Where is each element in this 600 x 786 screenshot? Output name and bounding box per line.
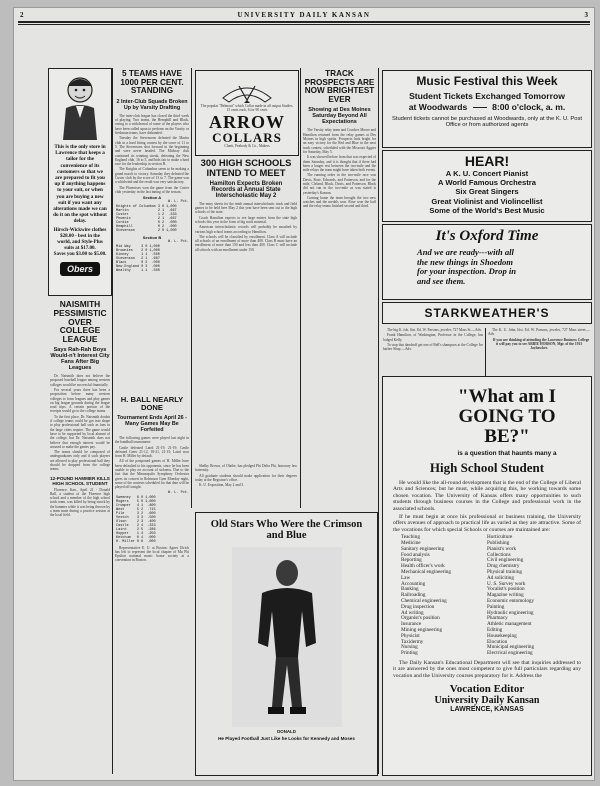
standing-value: 1 — [162, 217, 165, 222]
standing-value: .000 — [168, 221, 177, 226]
standing-value: .000 — [168, 225, 177, 230]
standing-value: 2 — [145, 261, 148, 266]
standing-value: 0 — [141, 265, 144, 270]
standing-value: 4 — [141, 531, 144, 536]
standing-value: 2 — [141, 507, 144, 512]
team-name: Custer — [116, 213, 129, 218]
team-name: Olson — [116, 519, 127, 524]
vocation-item: Sanitary engineering — [401, 545, 445, 552]
team-name: Mid Way — [116, 245, 131, 250]
standing-value: 3 — [141, 245, 144, 250]
team-name: Laird — [116, 527, 127, 532]
vocation-title: "What am I GOING TO BE?" — [457, 386, 557, 447]
music-title: Music Festival this Week — [416, 74, 558, 88]
vocation-item: Physical training — [487, 569, 523, 576]
team-name: H. Miller — [116, 539, 135, 544]
vocation-item: Housekeeping — [487, 632, 517, 639]
standing-value: 5 — [136, 499, 140, 504]
hear-title: HEAR! — [464, 153, 510, 169]
standing-value: 0 — [141, 499, 144, 504]
standing-value: .715 — [147, 507, 156, 512]
brief-paragraph: K. U. Exposition, May 2 and 3. — [199, 483, 245, 488]
track-article — [303, 70, 376, 508]
standings-header: W. L. Pct. — [167, 490, 189, 495]
obers-logo: Obers — [60, 262, 100, 276]
standing-value: 5 — [136, 507, 140, 512]
standing-value: 5 — [141, 527, 144, 532]
vocation-item: Food analysis — [401, 551, 430, 558]
standing-value: 1 — [145, 253, 148, 258]
vocation-item: Accounting — [401, 580, 426, 587]
hear-item: Great Violinist and Violincellist — [431, 196, 543, 206]
standing-value: .667 — [168, 209, 177, 214]
vocation-item: Drug inspection — [401, 603, 435, 610]
teams-paragraph: The Knights of Columbus seem to be making a grand march to victory. Saturday they defeated the Custer club by the score of 13 to 7. The game was a whirlwind and the result was very satisfactory. — [115, 167, 189, 185]
naismith-subhead: Says Rah-Rah Boys Would-n't Interest City Fans After Big Leagues — [50, 347, 110, 372]
vocation-item: Railroading — [401, 592, 426, 599]
vocation-item: Law — [401, 574, 411, 581]
vocation-item: Taxidermy — [401, 638, 424, 645]
team-name: Brownies — [116, 249, 133, 254]
hear-ad — [382, 150, 592, 222]
hear-item: Six Great Singers — [455, 187, 519, 197]
teams-paragraph: The inter-club league has closed the third week of playing. Two teams, the Hemphill and Black, owing to a withdrawal of some of the players who have been called upon to perform on the Varsity or freshman teams, have disbanded. — [115, 113, 189, 136]
vocation-item: Organist's position — [401, 615, 440, 622]
vocation-ad — [382, 376, 592, 776]
vocation-item: Physicist — [401, 632, 420, 639]
standing-value: .667 — [168, 217, 177, 222]
vocation-item: Health officer's work — [401, 563, 445, 570]
handball-paragraph: Castle defeated Laird 21-19, 21-19; Castle defeated Greer 21-12, 18-21, 21-15; Laird won from H. Miller by default. — [115, 445, 189, 459]
music-line1: Student Tickets Exchanged Tomorrow — [409, 91, 565, 101]
standing-value: 3 — [145, 265, 148, 270]
standings-row — [115, 229, 178, 233]
handball-standings — [115, 496, 157, 544]
starkweather-banner — [382, 302, 592, 324]
track-paragraph: The running order in the two-mile race was Davis, Rose, Edwards, and Patterson, and for the mile, Cleland, Black, Davis, and Patterson. Black did not run in the two-mile as was stated is yesterday's Kansan. — [303, 173, 376, 195]
standing-value: 0 — [162, 229, 165, 234]
vocation-item: Pharmacy — [487, 615, 508, 622]
standing-value: 2 — [136, 527, 140, 532]
naismith-paragraph: For several years there has been a proposition before many western colleges to form leagues and play games on big league grounds during the league road trips. A certain portion of the receipts would go to the college teams. — [50, 387, 110, 414]
team-name: Pile — [116, 511, 125, 516]
section-a-standings — [115, 205, 178, 233]
standing-value: 3 — [136, 515, 140, 520]
standing-value: 2 — [141, 511, 144, 516]
masthead: UNIVERSITY DAILY KANSAN — [237, 11, 371, 19]
column-rule — [378, 68, 379, 774]
classified-ad: The big K. fob, lôst. Ed. W. Parsons, jeweler, 727 Mass St.—Adv. — [387, 328, 482, 332]
page-number-right: 3 — [584, 11, 588, 19]
hammer-paragraph: Florence, Kan., April 21 - Donald Ball, a student of the Florence high school and a member of the high school track team, was killed by being struck by the hammer while it was being thrown by a team mate during a practice session at the local field. — [50, 487, 110, 518]
teams-subhead: 2 Inter-Club Squads Broken Up by Varsity Drafting — [116, 98, 188, 111]
standing-value: 0 — [136, 539, 140, 544]
page-number-left: 2 — [20, 11, 24, 19]
vocation-line: is a question that haunts many a — [457, 450, 557, 457]
standing-value: 1 — [141, 269, 144, 274]
team-name: Stevenson — [116, 229, 135, 234]
music-time: 8:00 o'clock, a. m. — [492, 102, 566, 112]
standing-value: 0 — [145, 249, 148, 254]
vocation-item: Collections — [487, 551, 511, 558]
standings-header: W. L. Pct. — [167, 240, 189, 245]
clothing-ad-text: This is the only store in Lawrence that keeps a tailor for the convenience of its customers so that we are prepared to fit you up if anything happens to your suit, or when you are buying a new suit if you want any alterations made we can do it on the spot without delay. — [53, 144, 107, 225]
standing-value: .333 — [168, 213, 177, 218]
vocation-item: Painting — [487, 603, 505, 610]
vocation-item: Elocution — [487, 638, 508, 645]
brief-paragraph: All graduate students should make application for their degrees today at the Registrar's office. — [195, 473, 297, 482]
standings-row — [115, 269, 161, 273]
vocation-item: Banking — [401, 586, 419, 593]
standing-value: 1 — [136, 531, 140, 536]
high-schools-paragraph: The schools will be classified by enrollment. Class A will include all schools of an enrollment of more than 400. Class B must have an enrollment of more than 150 and less than 400. Class C will include all schools with an enrollment under 150. — [195, 234, 297, 252]
standing-value: 0 — [157, 225, 161, 230]
teams-article — [115, 70, 189, 392]
handball-article — [115, 396, 189, 774]
standing-value: 4 — [136, 503, 140, 508]
oxford-line3: for your inspection. Drop in — [417, 266, 517, 277]
arrow-maker: Cluett, Peabody & Co., Makers — [224, 143, 270, 148]
team-name: Hopper — [116, 531, 129, 536]
store-name: STARKWEATHER'S — [424, 306, 550, 320]
hear-item: A K. U. Concert Pianist — [445, 169, 529, 178]
photo-name: DONALD — [277, 729, 296, 735]
handball-paragraph: The following games were played last night in the handball tournament: — [115, 435, 189, 445]
team-name: Kinney — [116, 253, 129, 258]
hammer-headline: 12-POUND HAMMER KILLS HIGH SCHOOL STUDENT — [50, 475, 110, 486]
track-paragraph: Coming home the team brought the two new watches and the medals won. Rose won the half and the relay teams finished second and third. — [303, 195, 376, 209]
standing-value: 1 — [162, 209, 165, 214]
section-b-standings — [115, 245, 161, 273]
standing-value: .000 — [151, 265, 160, 270]
vocation-paragraph: If he must begin at once his professional or business training, the University offers avenues of approach to practical life as varied as they are attractive. Some of the vocations for which special Schools or courses are maintained are: — [393, 514, 581, 533]
standing-value: 1,000 — [149, 249, 160, 254]
standing-value: 0 — [157, 221, 161, 226]
standing-value: 2 — [136, 519, 140, 524]
standing-value: .333 — [147, 523, 156, 528]
vocation-item: Magazine writing — [487, 592, 524, 599]
standing-value: 4 — [141, 535, 144, 540]
society-briefs — [195, 464, 297, 510]
classified-ad: Frank Hamilton, of Washington, Professor in the College, has lodged Kelly. — [383, 333, 483, 342]
naismith-paragraph: To the first place, Dr. Naismith doubts if college teams could be got into shape to play professional ball such as fans in the large cities require. The game would have to be supported by local alumni of the college, but Dr. Naismith does not believe that enough interest would be aroused to make the games pay. — [50, 414, 110, 449]
hear-item: A World Famous Orchestra — [438, 178, 536, 188]
standing-value: 3 — [136, 511, 140, 516]
standing-value: 4 — [141, 523, 144, 528]
naismith-paragraph: Dr. Naismith does not believe the proposed baseball league among western colleges would be successful financially. — [50, 374, 110, 387]
standing-value: 1 — [141, 503, 144, 508]
standing-value: .000 — [147, 539, 156, 544]
standing-value: 3 — [141, 519, 144, 524]
music-festival-ad — [382, 70, 592, 148]
oxford-title: It's Oxford Time — [435, 228, 539, 244]
vocation-item: Nursing — [401, 644, 418, 651]
standing-value: 1,000 — [149, 245, 160, 250]
standing-value: 0 — [136, 535, 140, 540]
standings-row — [115, 540, 157, 544]
music-note: Student tickets cannot be purchased at Woodwards, only at the K. U. Post Office or from authorized agents — [391, 116, 582, 128]
standing-value: 0 — [145, 245, 148, 250]
standing-value: .667 — [151, 257, 160, 262]
standing-value: .500 — [151, 269, 160, 274]
vocation-item: Hydraulic engineering — [487, 609, 534, 616]
standing-value: 1 — [141, 253, 144, 258]
high-schools-paragraph: The entry sheets for the tenth annual interscholastic track and field games to be held here May 2 this year have been sent out to the high schools of the state. — [195, 201, 297, 215]
newspaper-page — [14, 8, 594, 780]
standing-value: 2 — [162, 221, 165, 226]
vocation-item: Reporting — [401, 557, 422, 564]
standing-value: 0 — [162, 205, 165, 210]
team-name: Castle — [116, 523, 129, 528]
standing-value: 2 — [162, 225, 165, 230]
hear-list — [383, 169, 591, 215]
standing-value: 2 — [162, 213, 165, 218]
standing-value: 6 — [136, 495, 140, 500]
vocation-item: Editing — [487, 627, 503, 633]
standing-value: .800 — [147, 503, 156, 508]
standing-value: 2 — [141, 249, 144, 254]
naismith-headline: NAISMITH PESSIMISTIC OVER COLLEGE LEAGUE — [53, 300, 107, 345]
vocation-school: High School Student — [429, 460, 545, 475]
team-name: Vestch — [116, 515, 129, 520]
vocation-item: Mining engineering — [401, 627, 443, 633]
standing-value: 1,000 — [166, 229, 177, 234]
standing-value: .000 — [147, 535, 156, 540]
hear-item: Some of the World's Best Music — [429, 205, 545, 215]
team-name: Stevenson — [116, 257, 135, 262]
photo-title: Old Stars Who Were the Crimson and Blue — [210, 519, 363, 542]
standing-value: 0 — [141, 495, 144, 500]
team-name: Cordie — [116, 221, 129, 226]
collar-illustration-icon — [217, 74, 277, 104]
vocation-item: Ad writing — [401, 609, 424, 616]
standing-value: .000 — [151, 261, 160, 266]
photo-caption: He Played Football Just Like he Looks for Kennedy and Moses — [218, 736, 355, 742]
vocation-item: Civil engineering — [487, 557, 524, 564]
high-schools-subhead: Hamilton Expects Broken Records at Annual State Interscholastic May 2 — [209, 180, 283, 199]
vocation-item: Municipal engineering — [487, 644, 535, 651]
standing-value: .600 — [147, 511, 156, 516]
vocation-item: Vocalist's position — [487, 586, 525, 593]
standing-value: 2 — [157, 217, 161, 222]
high-schools-paragraph: Coach Hamilton expects to see large entries from the state high schools this year in the form of big track material. — [195, 215, 297, 224]
standing-value: 3 — [141, 515, 144, 520]
lost-ads-right — [488, 328, 590, 382]
standing-value: 1 — [145, 257, 148, 262]
standing-value: .250 — [147, 531, 156, 536]
arrow-collars-ad — [195, 70, 299, 156]
team-name: Crumper — [116, 503, 131, 508]
standing-value: .500 — [151, 253, 160, 258]
team-name: Black — [116, 261, 127, 266]
vocation-item: Mechanical engineering — [401, 569, 451, 576]
oxford-line2: the new things in Shoedom — [417, 256, 513, 267]
classified-ad: The K. U. John, lôst. Ed. W. Parsons, jeweler, 727 Mass street.—Adv. — [488, 328, 590, 337]
clothing-ad — [48, 68, 112, 296]
lost-ads-left — [383, 328, 483, 382]
team-name: Phoenix — [116, 217, 131, 222]
clothing-ad-prices: Hirsch-Wickwire clothes $28.00 - best in the world, and Style-Plus suits at $17.00. — [53, 227, 107, 251]
standing-value: 3 — [157, 205, 161, 210]
team-name: Hemphill — [116, 225, 133, 230]
high-schools-article — [195, 158, 297, 508]
oxford-line4: and see them. — [417, 275, 466, 286]
standing-value: 2 — [141, 257, 144, 262]
vocation-list-left — [401, 535, 487, 657]
vocation-item: Economic entomology — [487, 598, 535, 605]
vocation-paragraph: The Daily Kansan's Educational Department will see that inquiries addressed to it are answered by the ones most competent to give full particulars regarding any vocation and the University courses preparatory for it. Address the — [393, 659, 581, 679]
naismith-article — [50, 300, 110, 774]
standing-value: 0 — [141, 261, 144, 266]
handball-headline: H. BALL NEARLY DONE — [120, 396, 184, 412]
oxford-line1: And we are ready---with all — [417, 247, 514, 257]
column-rule — [485, 328, 486, 380]
standing-value: .286 — [147, 527, 156, 532]
team-name: New England — [116, 265, 140, 270]
standing-value: 2 — [157, 229, 161, 234]
team-name: Wealthy — [116, 269, 131, 274]
team-name: Rogers — [116, 499, 129, 504]
vocation-paper: University Daily Kansan — [434, 695, 540, 707]
vocation-paragraph: He would like the all-round development that is the end of the College of Liberal Arts and Sciences; but he must, while acquiring this, be working towards some chosen vocation. The University of Kansas offers many opportunities to such students through business courses in the College and professional work in the associated schools. — [393, 480, 581, 512]
standing-value: 2 — [157, 209, 161, 214]
handball-paragraph: All of the postponed games of H. Miller have been defaulted to his opponents, since he has been unable to play on account of sickness. Due to the fact that the Minneapolis Symphony Orchestra gives its concert in Robinson Gym Monday night, some of the contests scheduled for that date will be played off tonight. — [115, 459, 189, 490]
oxford-ad — [382, 224, 592, 300]
football-player-photo — [232, 547, 342, 727]
vocation-list-right — [487, 535, 573, 657]
tailor-illustration-icon — [51, 72, 109, 142]
vocation-city: LAWRENCE, KANSAS — [450, 706, 524, 714]
vocation-item: Teaching — [401, 534, 420, 541]
standing-value: 1,000 — [166, 205, 177, 210]
classified-ad: To stop that dandruff get one of Bell's shampoos at the College Ice barber Shop.—Adv. — [383, 342, 483, 352]
vocation-editor: Vocation Editor — [449, 683, 525, 696]
vocation-item: U. S. Survey work — [487, 580, 526, 587]
standing-value: 6 — [141, 539, 144, 544]
teams-paragraph: Tuesday the Stevensons defeated the Martin club in a hard fitting contest by the score of 11 to 5. The Stevensons shot forward in the beginning and were never headed. The Midway club continued its winning streak, defeating the New England club, 16 to 5, and bids fair to make a hard race for the leadership in section B. — [115, 136, 189, 167]
vocation-item: Ad soliciting — [487, 574, 514, 581]
teams-paragraph: The Phoenixes won the game from the Custer club yesterday in the last inning of the season. — [115, 185, 189, 194]
handball-subhead: Tournament Ends April 26 - Many Games May Be Forfeited — [117, 414, 187, 433]
standing-value: .400 — [147, 519, 156, 524]
standing-value: 1,000 — [145, 495, 156, 500]
section-b-label: Section B — [142, 235, 162, 241]
section-a-label: Section A — [142, 195, 162, 201]
vocation-item: Medicine — [401, 540, 421, 547]
masthead-rule — [18, 21, 590, 23]
vocation-item: Horticulture — [487, 534, 513, 541]
high-schools-paragraph: American interscholastic records will probably be smashed by various high school teams according to Hamilton. — [195, 225, 297, 234]
standings-header: W. L. Pct. — [167, 200, 189, 205]
arrow-collars-name: COLLARS — [212, 129, 282, 145]
track-paragraph: It was showed before from that was expected of them Saturday, and it is thought that if there had been a longer rest between the two-mile and the mile relays the team might have taken both events. — [303, 155, 376, 173]
vocation-item: Chemical engineering — [401, 598, 447, 605]
naismith-paragraph: The teams should be composed of undergraduates only and if such players are allowed to play professional ball they should be dropped from the college teams. — [50, 450, 110, 472]
sousa-paragraph: Representative E. U. at Boston: Agnes Ulrich has left to represent the local chapter of Mu Phi Epsilon national music honor society at a convention in Boston. — [115, 545, 189, 563]
arrow-name: ARROW — [209, 111, 285, 132]
photo-box — [195, 512, 378, 776]
business-college-ad: If you are thinking of attending the Lawrence Business College it will pay you to see ARBIE HOBSON, Mgr. of the 1913 Jayhawker. — [492, 337, 590, 351]
standing-value: 1 — [145, 269, 148, 274]
brief-paragraph: Shelby Brown, of Olathe, has pledged Phi Delta Phi, honorary law fraternity. — [195, 464, 297, 473]
masthead-rule-thin — [18, 24, 590, 25]
music-line2: at Woodwards — [408, 102, 468, 112]
vocation-item: Drug chemistry — [487, 563, 520, 570]
vocation-item: Electrical engineering — [487, 650, 533, 657]
team-name: Martin — [116, 209, 129, 214]
clothing-ad-savings: Saves you $3.00 to $5.00. — [53, 251, 107, 257]
track-subhead: Showing at Des Moines Saturday Beyond All Expectations — [308, 107, 371, 126]
standing-value: 1 — [157, 213, 161, 218]
arrow-caption: The popular "Belmont" which Collar made in all output Studies. 15 cents each, 6 for 90 cents — [200, 104, 294, 113]
standing-value: .500 — [147, 515, 156, 520]
high-schools-headline: 300 HIGH SCHOOLS INTEND TO MEET — [200, 158, 292, 178]
track-paragraph: The Varsity relay team and Coaches Moore and Hamilton returned from the relay games at Des Moines in high spirits. Prospects look bright for an easy victory for the Red and Blue in the next track contest, scheduled with the Missouri Aggies for Saturday, May 5. — [303, 128, 376, 154]
team-name: West — [116, 507, 125, 512]
vocation-item: Printing — [401, 650, 418, 657]
column-rule — [191, 68, 192, 508]
team-name: Sweeney — [116, 495, 131, 500]
track-headline: TRACK PROSPECTS ARE NOW BRIGHTEST EVER — [304, 70, 375, 104]
dash-rule — [473, 107, 487, 108]
teams-headline: 5 TEAMS HAVE 1000 PER CENT. STANDING — [120, 70, 184, 96]
vocation-item: Insurance — [401, 621, 422, 628]
vocation-item: Publishing — [487, 540, 510, 547]
vocation-item: Pianist's work — [487, 545, 517, 552]
vocation-item: Athletic management — [487, 621, 532, 628]
standing-value: 1,000 — [145, 499, 156, 504]
column-rule — [112, 68, 113, 774]
standing-value: 2 — [136, 523, 140, 528]
column-rule — [300, 68, 301, 508]
team-name: Ketchum — [116, 535, 131, 540]
team-name: Knights of Columbus — [116, 205, 156, 210]
